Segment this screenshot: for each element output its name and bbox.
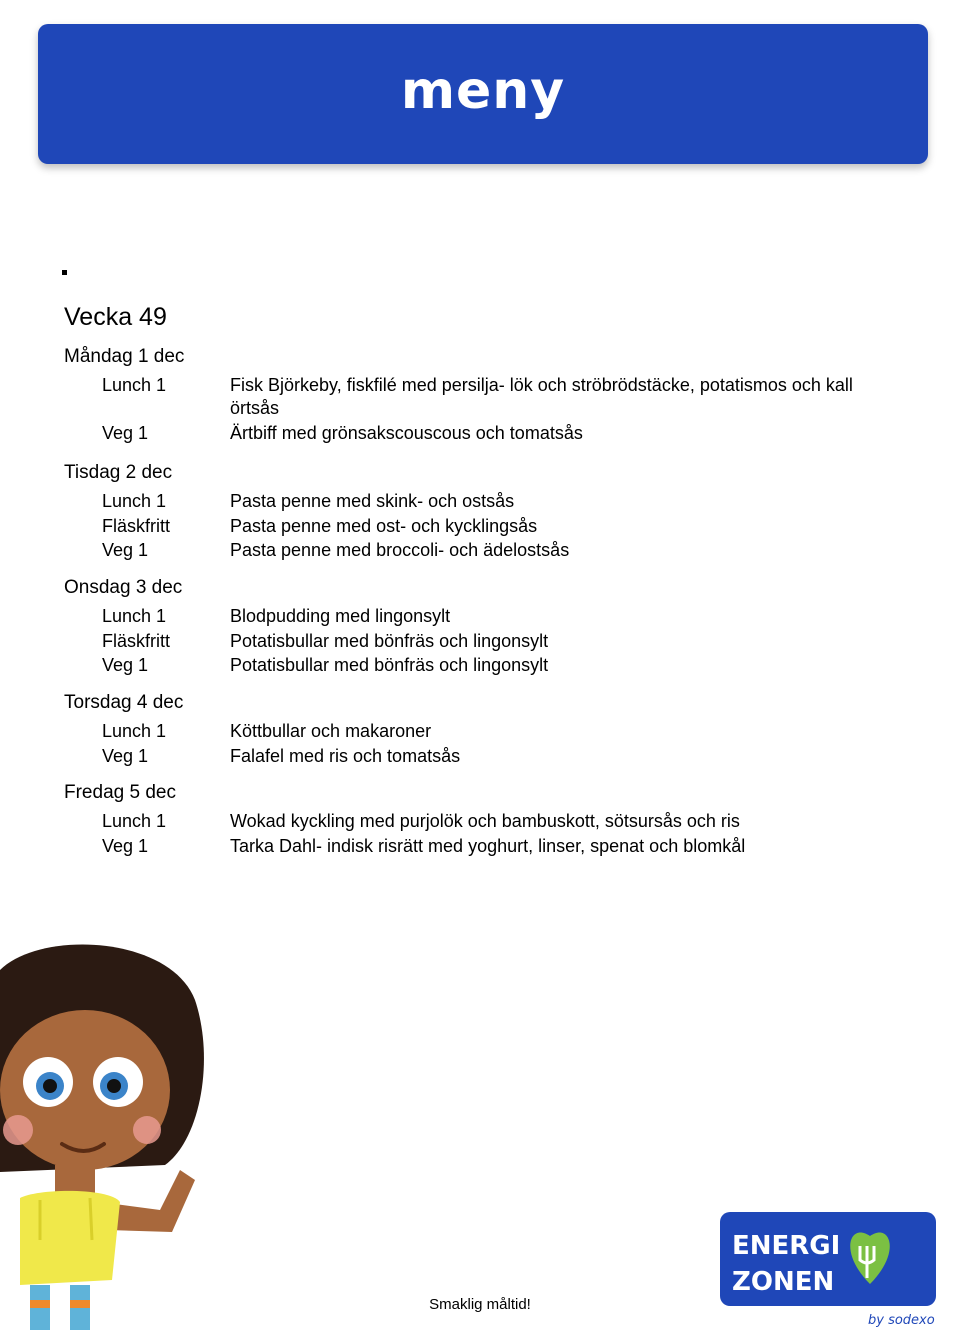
menu-row	[64, 539, 934, 562]
menu-row	[64, 605, 934, 628]
dish-text: Pasta penne med broccoli- och ädelostsås	[230, 540, 570, 560]
meal-label: Fläskfritt	[102, 515, 171, 536]
dish-text: Blodpudding med lingonsylt	[230, 606, 451, 626]
menu-row	[64, 630, 934, 653]
dish-text: Tarka Dahl- indisk risrätt med yoghurt, linser, spenat och blomkål	[230, 835, 746, 856]
meal-label: Veg 1	[102, 655, 149, 675]
meal-label: Lunch 1	[102, 491, 167, 511]
child-illustration	[0, 940, 240, 1338]
meal-label: Veg 1	[102, 745, 149, 766]
svg-text:by sodexo: by sodexo	[868, 1313, 935, 1328]
menu-row	[64, 490, 934, 513]
meal-label: Veg 1	[102, 422, 149, 443]
menu-row	[64, 654, 934, 677]
menu-title: meny	[400, 61, 566, 121]
menu-row	[64, 835, 934, 858]
dish-text: Wokad kyckling med purjolök och bambuskott, sötsursås och ris	[230, 811, 740, 831]
menu-row	[64, 810, 934, 833]
day-thursday	[64, 692, 934, 769]
day-name: Onsdag 3 dec	[64, 577, 183, 598]
header-banner	[38, 24, 928, 164]
dish-text: Potatisbullar med bönfräs och lingonsylt	[230, 655, 549, 675]
dish-text: Pasta penne med skink- och ostsås	[230, 491, 515, 511]
menu-row	[64, 422, 934, 445]
meal-label: Fläskfritt	[102, 630, 171, 651]
day-monday	[64, 346, 934, 446]
meal-label: Lunch 1	[102, 375, 167, 395]
dish-text: Falafel med ris och tomatsås	[230, 745, 461, 766]
dish-text: Fisk Björkeby, fiskfilé med persilja- lök och ströbrödstäcke, potatismos och kall örtsås	[230, 375, 853, 418]
meal-label: Veg 1	[102, 835, 149, 856]
day-wednesday	[64, 577, 934, 679]
energizonen-logo	[720, 1212, 938, 1328]
day-name: Tisdag 2 dec	[64, 462, 173, 483]
menu-row	[64, 720, 934, 743]
dish-text: Pasta penne med ost- och kycklingsås	[230, 515, 538, 536]
footer-text: Smaklig måltid!	[429, 1296, 531, 1313]
meal-label: Veg 1	[102, 540, 149, 560]
menu-row	[64, 515, 934, 538]
meal-label: Lunch 1	[102, 811, 167, 831]
menu-row	[64, 745, 934, 768]
meal-label: Lunch 1	[102, 606, 167, 626]
dish-text: Potatisbullar med bönfräs och lingonsylt	[230, 630, 549, 651]
day-friday	[64, 782, 934, 859]
day-name: Torsdag 4 dec	[64, 692, 184, 713]
dish-text: Ärtbiff med grönsakscouscous och tomatsås	[230, 422, 583, 443]
dish-text: Köttbullar och makaroner	[230, 721, 432, 741]
svg-text:ZONEN: ZONEN	[732, 1267, 835, 1297]
bullet-dot	[62, 270, 67, 275]
menu-row	[64, 374, 934, 420]
week-title: Vecka 49	[64, 303, 167, 331]
day-name: Måndag 1 dec	[64, 346, 185, 367]
day-tuesday	[64, 462, 934, 564]
svg-text:ENERGI: ENERGI	[732, 1231, 841, 1261]
day-name: Fredag 5 dec	[64, 782, 176, 803]
meal-label: Lunch 1	[102, 721, 167, 741]
